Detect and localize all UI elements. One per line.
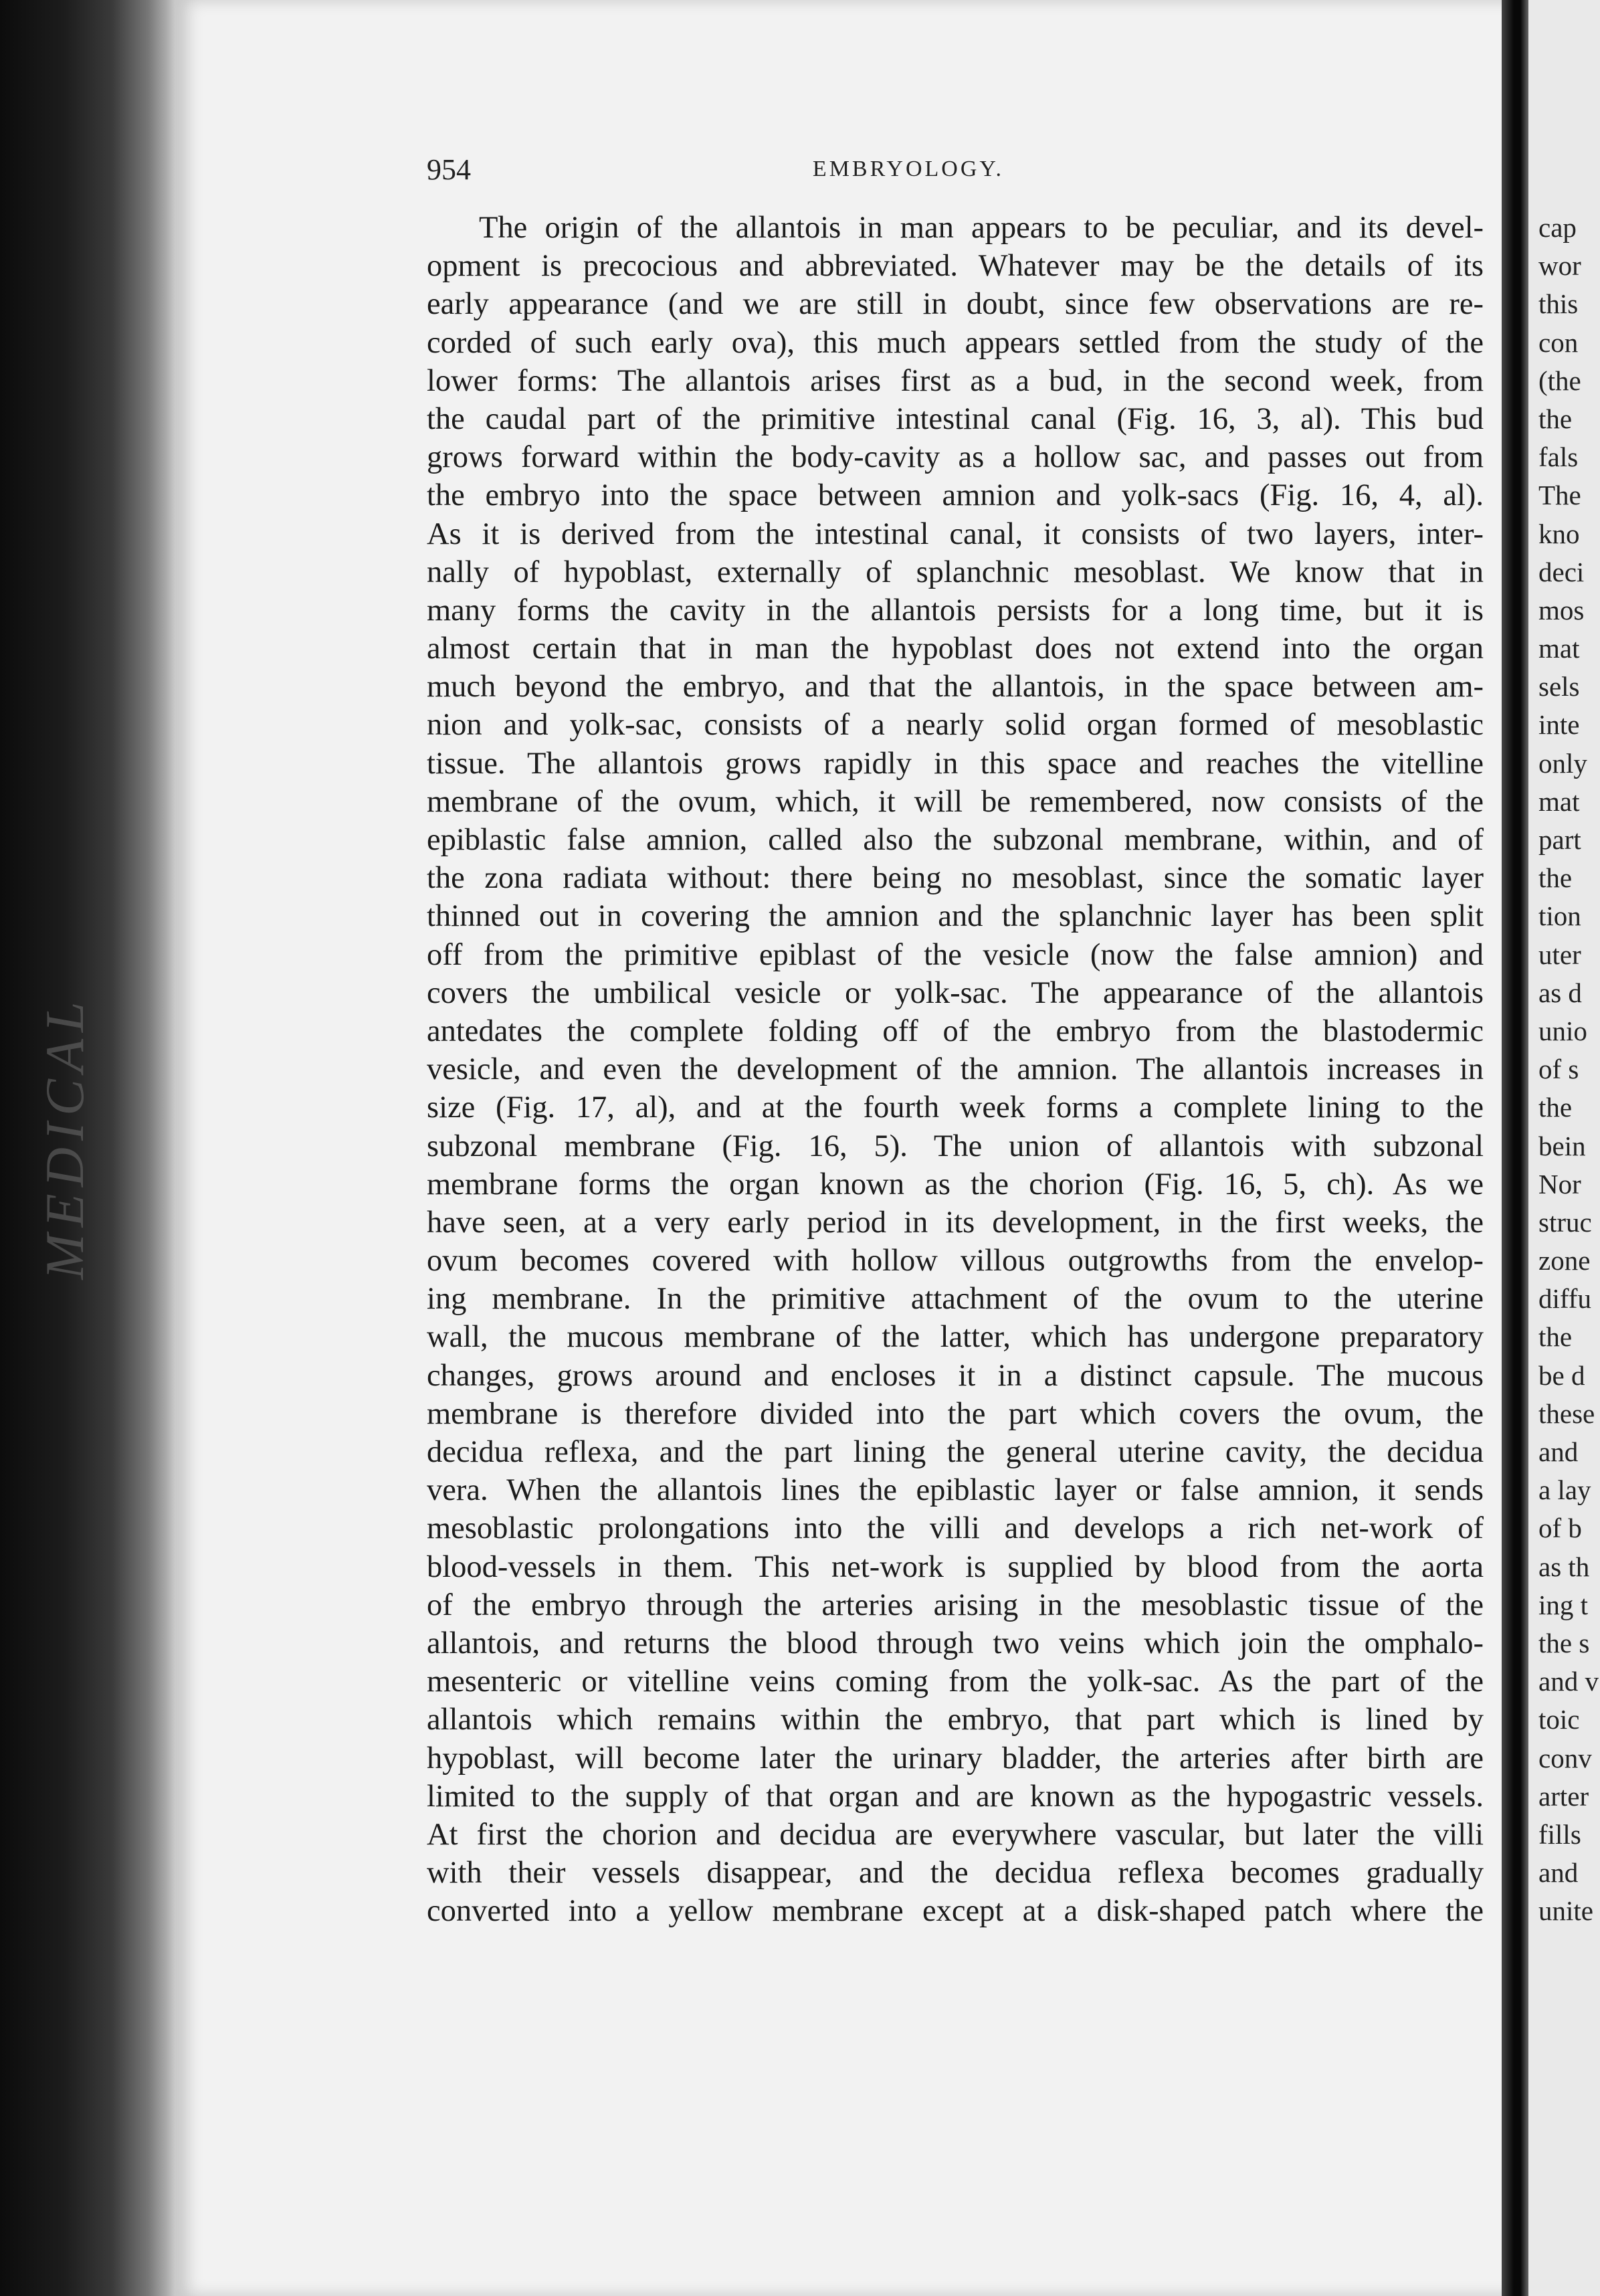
text-line: the embryo into the space between amnion and yolk-sacs (Fig. 16, 4, al). <box>427 478 1484 513</box>
running-head: EMBRYOLOGY. <box>812 157 1005 181</box>
text-line: decidua reflexa, and the part lining the general uterine cavity, the decidua <box>427 1435 1484 1469</box>
text-line: subzonal membrane (Fig. 16, 5). The union of allantois with subzonal <box>427 1129 1484 1163</box>
adjacent-text-fragment: arter <box>1538 1780 1589 1812</box>
adjacent-text-fragment: wor <box>1538 250 1581 282</box>
text-line: vesicle, and even the development of the amnion. The allantois increases in <box>427 1052 1484 1087</box>
text-line: have seen, at a very early period in its development, in the first weeks, the <box>427 1205 1484 1240</box>
adjacent-text-fragment: uter <box>1538 939 1581 970</box>
book-page-edges <box>0 0 181 2296</box>
adjacent-text-fragment: of s <box>1538 1054 1579 1085</box>
adjacent-text-fragment: part <box>1538 824 1581 855</box>
text-line: limited to the supply of that organ and are known as the hypogastric vessels. <box>427 1779 1484 1814</box>
adjacent-text-fragment: conv <box>1538 1742 1592 1774</box>
text-line: the caudal part of the primitive intestinal canal (Fig. 16, 3, al). This bud <box>427 401 1484 436</box>
text-line: At first the chorion and decidua are everywhere vascular, but later the villi <box>427 1817 1484 1852</box>
adjacent-text-fragment: as d <box>1538 977 1582 1008</box>
text-line: epiblastic false amnion, called also the subzonal membrane, within, and of <box>427 823 1484 857</box>
adjacent-text-fragment: con <box>1538 326 1579 358</box>
text-line: almost certain that in man the hypoblast does not extend into the organ <box>427 632 1484 666</box>
adjacent-text-fragment: and v <box>1538 1666 1599 1697</box>
adjacent-text-fragment: (the <box>1538 365 1581 396</box>
text-line: converted into a yellow membrane except at a disk-shaped patch where the <box>427 1894 1484 1929</box>
text-line: grows forward within the body-cavity as a hollow sac, and passes out from <box>427 440 1484 475</box>
adjacent-text-fragment: cap <box>1538 212 1577 243</box>
adjacent-text-fragment: and <box>1538 1436 1579 1467</box>
text-line: nally of hypoblast, externally of splanchnic mesoblast. We know that in <box>427 555 1484 589</box>
text-line: much beyond the embryo, and that the allantois, in the space between am- <box>427 670 1484 704</box>
text-line: with their vessels disappear, and the decidua reflexa becomes gradually <box>427 1856 1484 1891</box>
text-line: membrane is therefore divided into the part which covers the ovum, the <box>427 1396 1484 1431</box>
text-line: antedates the complete folding off of the embryo from the blastodermic <box>427 1014 1484 1048</box>
adjacent-text-fragment: struc <box>1538 1206 1592 1238</box>
text-line: allantois, and returns the blood through two veins which join the omphalo- <box>427 1626 1484 1660</box>
text-line: nion and yolk-sac, consists of a nearly solid organ formed of mesoblastic <box>427 708 1484 743</box>
text-line: allantois which remains within the embryo, that part which is lined by <box>427 1703 1484 1737</box>
text-line: lower forms: The allantois arises first as a bud, in the second week, from <box>427 363 1484 398</box>
adjacent-text-fragment: mat <box>1538 633 1580 664</box>
adjacent-text-fragment: be d <box>1538 1359 1585 1391</box>
adjacent-text-fragment: The <box>1538 480 1581 511</box>
adjacent-text-fragment: toic <box>1538 1704 1580 1735</box>
adjacent-text-fragment: sels <box>1538 671 1580 702</box>
adjacent-text-fragment: Nor <box>1538 1168 1581 1200</box>
adjacent-text-fragment: the <box>1538 1321 1573 1353</box>
text-line: wall, the mucous membrane of the latter, which has undergone preparatory <box>427 1320 1484 1355</box>
adjacent-text-fragment: only <box>1538 747 1587 779</box>
adjacent-text-fragment: unite <box>1538 1895 1593 1927</box>
adjacent-text-fragment: mos <box>1538 594 1585 626</box>
adjacent-text-fragment: kno <box>1538 518 1580 549</box>
text-line: mesenteric or vitelline veins coming from the yolk-sac. As the part of the <box>427 1664 1484 1699</box>
adjacent-text-fragment: bein <box>1538 1130 1586 1161</box>
text-line: As it is derived from the intestinal canal, it consists of two layers, inter- <box>427 516 1484 551</box>
adjacent-text-fragment: fals <box>1538 442 1579 473</box>
text-line: membrane forms the organ known as the chorion (Fig. 16, 5, ch). As we <box>427 1167 1484 1202</box>
text-line: vera. When the allantois lines the epiblastic layer or false amnion, it sends <box>427 1473 1484 1508</box>
text-line: thinned out in covering the amnion and the splanchnic layer has been split <box>427 899 1484 934</box>
adjacent-text-fragment: ing t <box>1538 1589 1589 1620</box>
adjacent-text-fragment: the <box>1538 862 1573 894</box>
adjacent-text-fragment: unio <box>1538 1015 1587 1046</box>
adjacent-text-fragment: inte <box>1538 709 1580 741</box>
text-line: early appearance (and we are still in doubt, since few observations are re- <box>427 287 1484 322</box>
text-line: corded of such early ova), this much appears settled from the study of the <box>427 325 1484 360</box>
text-line: membrane of the ovum, which, it will be remembered, now consists of the <box>427 784 1484 819</box>
text-line: size (Fig. 17, al), and at the fourth week forms a complete lining to the <box>427 1090 1484 1125</box>
text-line: hypoblast, will become later the urinary bladder, the arteries after birth are <box>427 1741 1484 1776</box>
text-line: of the embryo through the arteries arising in the mesoblastic tissue of the <box>427 1588 1484 1622</box>
text-line: blood-vessels in them. This net-work is supplied by blood from the aorta <box>427 1549 1484 1584</box>
book-gutter <box>1502 0 1528 2296</box>
text-line: many forms the cavity in the allantois persists for a long time, but it is <box>427 593 1484 628</box>
text-line: covers the umbilical vesicle or yolk-sac. The appearance of the allantois <box>427 975 1484 1010</box>
adjacent-text-fragment: the <box>1538 403 1573 434</box>
adjacent-text-fragment: of b <box>1538 1513 1582 1544</box>
text-line: tissue. The allantois grows rapidly in this space and reaches the vitelline <box>427 746 1484 781</box>
adjacent-text-fragment: as th <box>1538 1551 1590 1582</box>
adjacent-text-fragment: and <box>1538 1857 1579 1889</box>
adjacent-text-fragment: deci <box>1538 556 1585 587</box>
text-line: the zona radiata without: there being no mesoblast, since the somatic layer <box>427 861 1484 896</box>
text-line: ovum becomes covered with hollow villous outgrowths from the envelop- <box>427 1244 1484 1278</box>
adjacent-text-fragment: a lay <box>1538 1474 1591 1506</box>
adjacent-page-text <box>1538 209 1600 1930</box>
adjacent-text-fragment: diffu <box>1538 1283 1591 1315</box>
adjacent-text-fragment: these <box>1538 1398 1595 1429</box>
body-paragraph <box>427 209 1484 1930</box>
text-line: opment is precocious and abbreviated. Whatever may be the details of its <box>427 249 1484 284</box>
spine-stamp: MEDICAL <box>34 995 95 1280</box>
adjacent-text-fragment: fills <box>1538 1818 1581 1850</box>
text-line: The origin of the allantois in man appears to be peculiar, and its devel- <box>479 211 1484 245</box>
text-line: mesoblastic prolongations into the villi and develops a rich net-work of <box>427 1511 1484 1546</box>
text-line: off from the primitive epiblast of the vesicle (now the false amnion) and <box>427 937 1484 972</box>
page-header <box>427 153 1484 193</box>
adjacent-text-fragment: the s <box>1538 1627 1590 1658</box>
adjacent-text-fragment: the <box>1538 1092 1573 1123</box>
page-number: 954 <box>427 153 471 186</box>
adjacent-text-fragment: zone <box>1538 1245 1591 1276</box>
text-line: ing membrane. In the primitive attachment of the ovum to the uterine <box>427 1282 1484 1317</box>
text-line: changes, grows around and encloses it in a distinct capsule. The mucous <box>427 1358 1484 1393</box>
adjacent-text-fragment: tion <box>1538 900 1581 932</box>
adjacent-text-fragment: this <box>1538 288 1579 320</box>
adjacent-text-fragment: mat <box>1538 785 1580 817</box>
